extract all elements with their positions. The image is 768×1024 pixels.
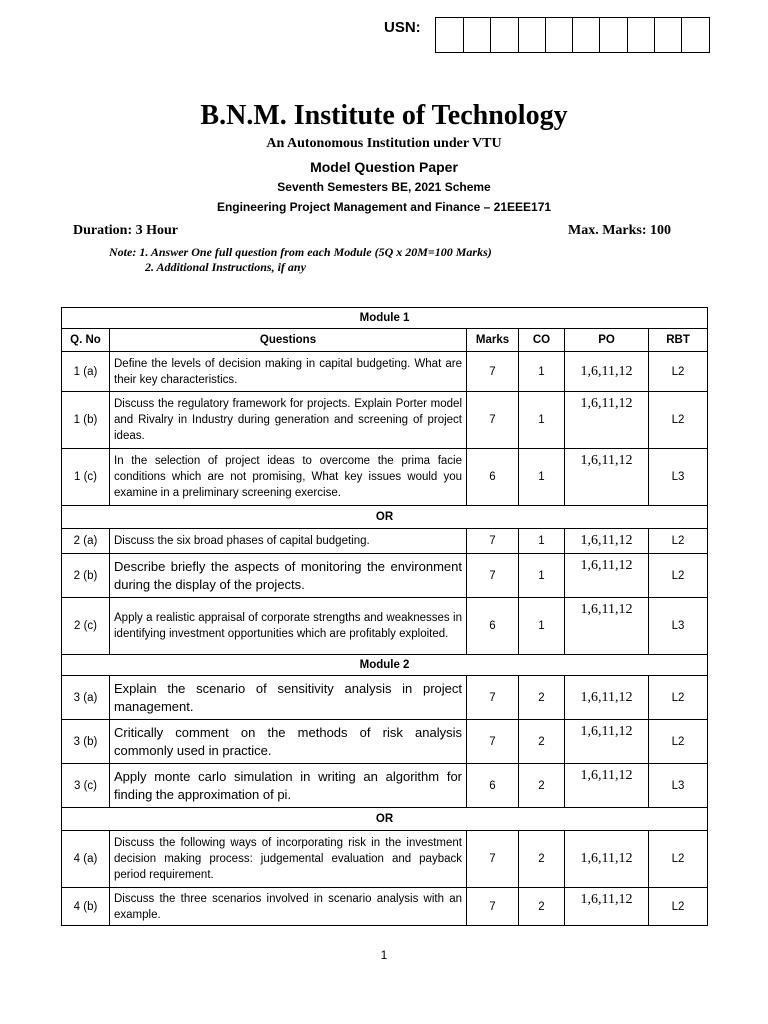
rbt-value: L2: [649, 888, 708, 926]
co-value: 2: [519, 831, 565, 888]
marks-value: 6: [467, 449, 519, 506]
rbt-value: L3: [649, 764, 708, 808]
or-separator-row: [62, 506, 708, 529]
module-1-label: Module 1: [62, 308, 708, 329]
usn-digit-box[interactable]: [572, 18, 599, 52]
page-number: 1: [380, 948, 388, 962]
co-value: 2: [519, 720, 565, 764]
question-row: [62, 764, 708, 808]
usn-block: [384, 17, 710, 53]
duration: Duration: 3 Hour: [73, 223, 178, 238]
header-co: CO: [519, 329, 565, 352]
question-text: Discuss the following ways of incorporating risk in the investment decision making process: judgemental evaluation and payback period requirement.: [110, 831, 467, 888]
header-rbt: RBT: [649, 329, 708, 352]
question-table: [61, 307, 708, 926]
co-value: 2: [519, 888, 565, 926]
question-text: Apply a realistic appraisal of corporate strengths and weaknesses in identifying investment opportunities which are profitably exploited.: [110, 598, 467, 655]
marks-value: 7: [467, 676, 519, 720]
institution-subtitle: An Autonomous Institution under VTU: [266, 136, 502, 151]
question-number: 3 (a): [62, 676, 110, 720]
po-value: 1,6,11,12: [565, 554, 649, 598]
usn-digit-box[interactable]: [463, 18, 490, 52]
question-row: [62, 598, 708, 655]
marks-value: 6: [467, 598, 519, 655]
po-value: 1,6,11,12: [565, 598, 649, 655]
semester-line: Seventh Semesters BE, 2021 Scheme: [277, 180, 491, 194]
rbt-value: L2: [649, 720, 708, 764]
co-value: 1: [519, 449, 565, 506]
usn-digit-box[interactable]: [490, 18, 517, 52]
max-marks: Max. Marks: 100: [568, 223, 672, 238]
question-number: 3 (b): [62, 720, 110, 764]
rbt-value: L3: [649, 598, 708, 655]
question-text: In the selection of project ideas to overcome the prima facie conditions which are not promising, What key issues would you examine in a preliminary screening exercise.: [110, 449, 467, 506]
rbt-value: L2: [649, 831, 708, 888]
marks-value: 7: [467, 888, 519, 926]
question-row: [62, 392, 708, 449]
co-value: 2: [519, 764, 565, 808]
module-2-label: Module 2: [62, 655, 708, 676]
question-row: [62, 676, 708, 720]
question-row: [62, 831, 708, 888]
question-text: Discuss the three scenarios involved in scenario analysis with an example.: [110, 888, 467, 926]
module-header-row: [62, 308, 708, 329]
question-number: 1 (a): [62, 352, 110, 392]
institution-title: B.N.M. Institute of Technology: [200, 100, 568, 131]
question-text: Define the levels of decision making in capital budgeting. What are their key characteristics.: [110, 352, 467, 392]
header-questions: Questions: [110, 329, 467, 352]
question-number: 1 (c): [62, 449, 110, 506]
or-separator-row: [62, 808, 708, 831]
question-number: 3 (c): [62, 764, 110, 808]
co-value: 1: [519, 554, 565, 598]
po-value: 1,6,11,12: [565, 529, 649, 554]
question-text: Discuss the regulatory framework for projects. Explain Porter model and Rivalry in Industry during generation and screening of project ideas.: [110, 392, 467, 449]
rbt-value: L2: [649, 352, 708, 392]
usn-digit-box[interactable]: [599, 18, 626, 52]
header-po: PO: [565, 329, 649, 352]
question-text: Critically comment on the methods of risk analysis commonly used in practice.: [110, 720, 467, 764]
po-value: 1,6,11,12: [565, 352, 649, 392]
question-row: [62, 720, 708, 764]
header-qno: Q. No: [62, 329, 110, 352]
module-2-label-row: [62, 655, 708, 676]
question-number: 2 (a): [62, 529, 110, 554]
question-number: 4 (a): [62, 831, 110, 888]
usn-digit-box[interactable]: [545, 18, 572, 52]
co-value: 2: [519, 676, 565, 720]
question-number: 2 (b): [62, 554, 110, 598]
marks-value: 7: [467, 529, 519, 554]
marks-value: 7: [467, 720, 519, 764]
column-header-row: [62, 329, 708, 352]
marks-value: 7: [467, 554, 519, 598]
marks-value: 6: [467, 764, 519, 808]
usn-digit-box[interactable]: [436, 18, 463, 52]
question-row: [62, 529, 708, 554]
rbt-value: L2: [649, 392, 708, 449]
usn-digit-box[interactable]: [627, 18, 654, 52]
or-separator: OR: [62, 808, 708, 831]
po-value: 1,6,11,12: [565, 720, 649, 764]
co-value: 1: [519, 392, 565, 449]
question-row: [62, 352, 708, 392]
usn-label: USN:: [384, 19, 421, 36]
usn-digit-box[interactable]: [681, 18, 708, 52]
marks-value: 7: [467, 352, 519, 392]
note-line-1: Note: 1. Answer One full question from each Module (5Q x 20M=100 Marks): [109, 245, 492, 259]
rbt-value: L2: [649, 676, 708, 720]
question-number: 1 (b): [62, 392, 110, 449]
co-value: 1: [519, 352, 565, 392]
po-value: 1,6,11,12: [565, 392, 649, 449]
marks-value: 7: [467, 831, 519, 888]
question-text: Explain the scenario of sensitivity analysis in project management.: [110, 676, 467, 720]
question-number: 4 (b): [62, 888, 110, 926]
po-value: 1,6,11,12: [565, 831, 649, 888]
usn-boxes: [435, 17, 710, 53]
or-separator: OR: [62, 506, 708, 529]
rbt-value: L2: [649, 529, 708, 554]
question-number: 2 (c): [62, 598, 110, 655]
usn-digit-box[interactable]: [654, 18, 681, 52]
question-text: Describe briefly the aspects of monitoring the environment during the display of the projects.: [110, 554, 467, 598]
rbt-value: L2: [649, 554, 708, 598]
co-value: 1: [519, 529, 565, 554]
usn-digit-box[interactable]: [518, 18, 545, 52]
question-row: [62, 449, 708, 506]
po-value: 1,6,11,12: [565, 676, 649, 720]
header-marks: Marks: [467, 329, 519, 352]
note-line-2: 2. Additional Instructions, if any: [145, 260, 306, 274]
po-value: 1,6,11,12: [565, 888, 649, 926]
po-value: 1,6,11,12: [565, 449, 649, 506]
co-value: 1: [519, 598, 565, 655]
rbt-value: L3: [649, 449, 708, 506]
question-text: Discuss the six broad phases of capital budgeting.: [110, 529, 467, 554]
course-line: Engineering Project Management and Finance – 21EEE171: [216, 200, 552, 214]
marks-value: 7: [467, 392, 519, 449]
question-row: [62, 888, 708, 926]
question-row: [62, 554, 708, 598]
po-value: 1,6,11,12: [565, 764, 649, 808]
question-text: Apply monte carlo simulation in writing an algorithm for finding the approximation of pi.: [110, 764, 467, 808]
paper-type: Model Question Paper: [310, 159, 458, 175]
